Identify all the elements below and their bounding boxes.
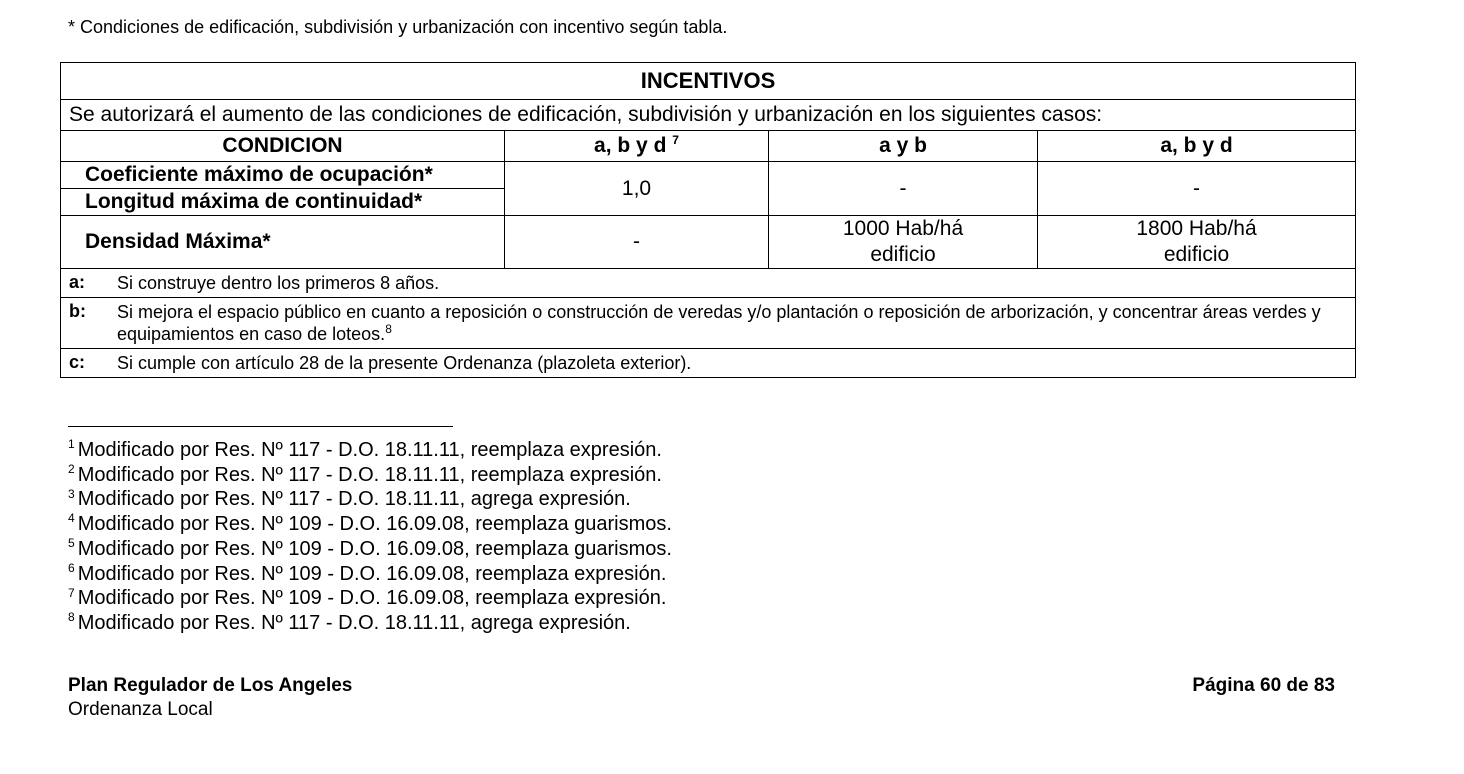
footnotes xyxy=(68,438,672,636)
dens-col3-line2: edificio xyxy=(1163,243,1230,266)
footnote-number: 6 xyxy=(68,560,75,575)
table-row xyxy=(61,216,1356,269)
coef-col3: - xyxy=(1038,162,1356,216)
footnote-text: Modificado por Res. Nº 109 - D.O. 16.09.08, reemplaza guarismos. xyxy=(77,513,672,536)
top-note: * Condiciones de edificación, subdivisión y urbanización con incentivo según tabla. xyxy=(68,17,728,37)
footnote-text: Modificado por Res. Nº 117 - D.O. 18.11.11, agrega expresión. xyxy=(77,488,631,511)
note-b-footnote-ref: 8 xyxy=(385,322,392,336)
incentives-table xyxy=(60,62,1356,378)
header-col1 xyxy=(505,131,769,162)
footer-left xyxy=(68,674,352,722)
footnote-item xyxy=(68,463,672,488)
footnote-item xyxy=(68,562,672,587)
footnote-number: 7 xyxy=(68,585,75,600)
dens-col1: - xyxy=(505,216,769,269)
note-c-text: Si cumple con artículo 28 de la presente Ordenanza (plazoleta exterior). xyxy=(117,353,692,373)
table-title: INCENTIVOS xyxy=(61,63,1356,100)
footer-doc-title: Plan Regulador de Los Angeles xyxy=(68,675,353,696)
footnote-text: Modificado por Res. Nº 109 - D.O. 16.09.08, reemplaza expresión. xyxy=(77,587,667,610)
header-col3: a, b y d xyxy=(1038,131,1356,162)
note-b-text: Si mejora el espacio público en cuanto a reposición o construcción de veredas y/o plantación o reposición de arborización, y concentrar áreas verdes y equipamientos en caso de loteos. xyxy=(117,302,1321,344)
page-number: Página 60 de 83 xyxy=(1192,675,1335,696)
table-header-row xyxy=(61,131,1356,162)
footnote-number: 1 xyxy=(68,437,75,452)
footnote-number: 4 xyxy=(68,511,75,526)
footnote-item xyxy=(68,537,672,562)
condition-cell xyxy=(61,162,505,216)
footnote-item xyxy=(68,611,672,636)
footnote-item xyxy=(68,512,672,537)
header-condition: CONDICION xyxy=(61,131,505,162)
note-a-key: a: xyxy=(69,272,86,292)
note-a-text: Si construye dentro los primeros 8 años. xyxy=(117,273,440,293)
footnote-item xyxy=(68,487,672,512)
note-b-body xyxy=(117,301,1347,345)
dens-label: Densidad Máxima* xyxy=(61,216,505,269)
dens-col3-line1: 1800 Hab/há xyxy=(1136,217,1257,240)
dens-col2 xyxy=(769,216,1038,269)
coef-col2: - xyxy=(769,162,1038,216)
footnote-text: Modificado por Res. Nº 117 - D.O. 18.11.11, agrega expresión. xyxy=(77,611,631,634)
footnote-separator xyxy=(68,426,453,427)
coef-label: Coeficiente máximo de ocupación* xyxy=(61,162,505,189)
footer-doc-subtitle: Ordenanza Local xyxy=(68,699,213,720)
dens-col2-line2: edificio xyxy=(870,243,936,266)
footnote-number: 5 xyxy=(68,536,75,551)
header-col2: a y b xyxy=(769,131,1038,162)
note-row-c xyxy=(61,349,1356,378)
footnote-text: Modificado por Res. Nº 117 - D.O. 18.11.11, reemplaza expresión. xyxy=(77,463,662,486)
header-col1-label: a, b y d xyxy=(594,134,667,157)
footnote-text: Modificado por Res. Nº 109 - D.O. 16.09.08, reemplaza expresión. xyxy=(77,562,667,585)
header-col1-footnote-ref: 7 xyxy=(672,133,679,147)
note-row-b xyxy=(61,298,1356,349)
footnote-item xyxy=(68,586,672,611)
table-description: Se autorizará el aumento de las condiciones de edificación, subdivisión y urbanización en los siguientes casos: xyxy=(61,100,1356,131)
note-c-key: c: xyxy=(69,352,86,372)
dens-col2-line1: 1000 Hab/há xyxy=(842,217,964,240)
footnote-number: 2 xyxy=(68,462,75,477)
footnote-item xyxy=(68,438,672,463)
footnote-number: 3 xyxy=(68,486,75,501)
footnote-text: Modificado por Res. Nº 117 - D.O. 18.11.11, reemplaza expresión. xyxy=(77,439,662,461)
coef-col1: 1,0 xyxy=(505,162,769,216)
note-b-key: b: xyxy=(69,301,86,321)
dens-col3 xyxy=(1038,216,1356,269)
note-row-a xyxy=(61,269,1356,298)
footnote-text: Modificado por Res. Nº 109 - D.O. 16.09.08, reemplaza guarismos. xyxy=(77,537,672,560)
long-label: Longitud máxima de continuidad* xyxy=(85,190,423,213)
footnote-number: 8 xyxy=(68,610,75,625)
